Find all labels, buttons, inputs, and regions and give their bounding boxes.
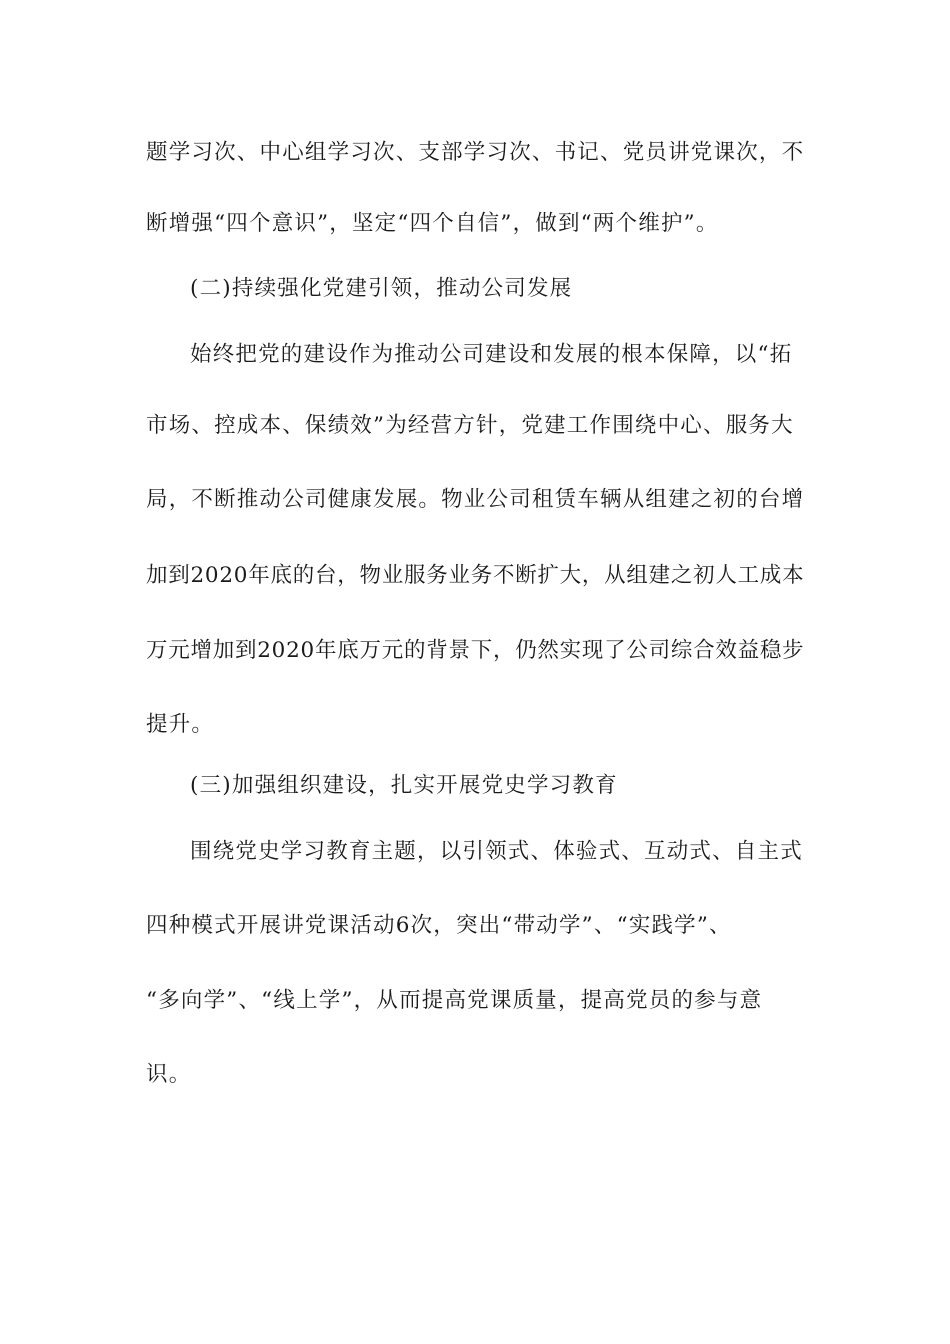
text-line: 始终把党的建设作为推动公司建设和发展的根本保障，以“拓 bbox=[190, 342, 793, 367]
section-heading: (三)加强组织建设，扎实开展党史学习教育 bbox=[190, 773, 618, 798]
text-line: 题学习次、中心组学习次、支部学习次、书记、党员讲党课次，不 bbox=[146, 140, 805, 165]
text-line: 四种模式开展讲党课活动6次，突出“带动学”、“实践学”、 bbox=[146, 913, 732, 938]
text-line: 市场、控成本、保绩效”为经营方针，党建工作围绕中心、服务大 bbox=[146, 413, 794, 438]
text-line: 围绕党史学习教育主题，以引领式、体验式、互动式、自主式 bbox=[190, 839, 803, 864]
text-line: 识。 bbox=[146, 1062, 192, 1087]
text-line: 加到2020年底的台，物业服务业务不断扩大，从组建之初人工成本 bbox=[146, 563, 805, 588]
text-line: 提升。 bbox=[146, 712, 215, 737]
text-line: 万元增加到2020年底万元的背景下，仍然实现了公司综合效益稳步 bbox=[146, 638, 805, 663]
section-heading: (二)持续强化党建引领，推动公司发展 bbox=[190, 276, 573, 301]
text-line: 断增强“四个意识”，坚定“四个自信”，做到“两个维护”。 bbox=[146, 211, 719, 236]
text-line: “多向学”、“线上学”，从而提高党课质量，提高党员的参与意 bbox=[146, 988, 763, 1013]
text-line: 局，不断推动公司健康发展。物业公司租赁车辆从组建之初的台增 bbox=[146, 487, 805, 512]
